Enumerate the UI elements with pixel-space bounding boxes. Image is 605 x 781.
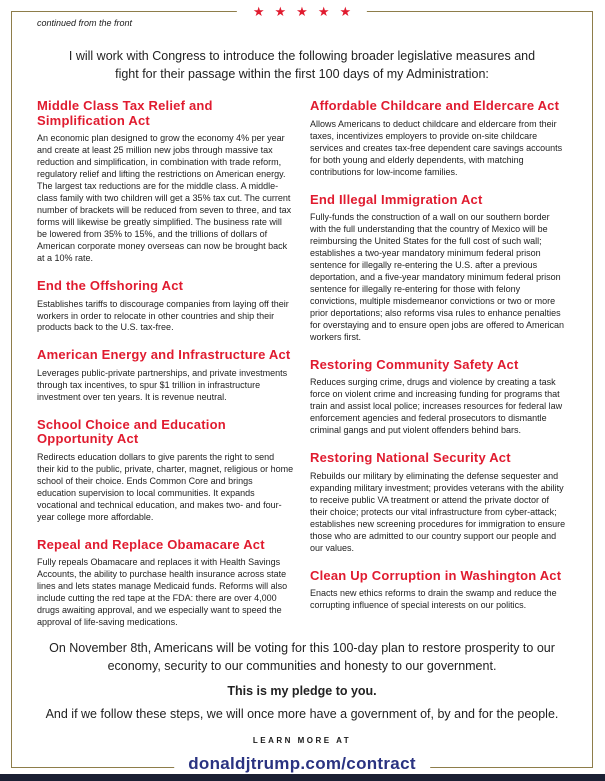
section-body: Redirects education dollars to give parents the right to send their kid to the public, private, charter, magnet, religious or home school of their choice. Ends Common Core and brings education supervision to local communities. It expands vocational and technical education, and makes two- and four-year college more affordable. bbox=[37, 452, 294, 522]
section-title: Restoring Community Safety Act bbox=[310, 356, 519, 372]
section-title: Clean Up Corruption in Washington Act bbox=[310, 567, 562, 583]
intro-text: I will work with Congress to introduce the following broader legislative measures and fight for their passage within the first 100 days of my Administration: bbox=[68, 49, 536, 82]
continued-from-front-label: continued from the front bbox=[37, 18, 133, 28]
stars-divider bbox=[237, 2, 367, 22]
section-end-offshoring bbox=[37, 279, 294, 334]
learn-more-label: LEARN MORE AT bbox=[252, 736, 352, 745]
section-title: School Choice and Education Opportunity Act bbox=[37, 416, 226, 447]
section-middle-class-tax-relief bbox=[37, 99, 294, 265]
pledge-text: This is my pledge to you. bbox=[227, 684, 377, 698]
section-body: Reduces surging crime, drugs and violence by creating a task force on violent crime and increasing funding for programs that train and assist local police; increases resources for federal law enforcement agencies and federal prosecutors to dismantle criminal gangs and put violent offenders behind bars. bbox=[310, 377, 563, 436]
star-icon: ★ bbox=[317, 4, 330, 19]
contract-url-link[interactable]: donaldjtrump.com/contract bbox=[188, 754, 416, 773]
section-title: Repeal and Replace Obamacare Act bbox=[37, 536, 265, 552]
section-national-security bbox=[310, 451, 567, 554]
section-body: Establishes tariffs to discourage companies from laying off their workers in order to relocate in other countries and ship their products back to the U.S. tax-free. bbox=[37, 298, 289, 333]
section-end-illegal-immigration bbox=[310, 193, 567, 344]
section-community-safety bbox=[310, 358, 567, 437]
star-icon: ★ bbox=[274, 4, 287, 19]
section-school-choice bbox=[37, 418, 294, 524]
section-title: End Illegal Immigration Act bbox=[310, 191, 483, 207]
page-border-frame bbox=[11, 4, 593, 773]
section-childcare-eldercare bbox=[310, 99, 567, 178]
section-energy-infrastructure bbox=[37, 348, 294, 403]
closing-text: On November 8th, Americans will be voting for this 100-day plan to restore prosperity to our economy, security to our communities and honesty to our government. bbox=[49, 640, 555, 673]
section-repeal-obamacare bbox=[37, 538, 294, 629]
section-title: End the Offshoring Act bbox=[37, 278, 184, 293]
follow-text: And if we follow these steps, we will once more have a government of, by and for the people. bbox=[45, 707, 559, 721]
section-body: Enacts new ethics reforms to drain the swamp and reduce the corrupting influence of special interests on our politics. bbox=[310, 588, 557, 611]
section-body: An economic plan designed to grow the economy 4% per year and create at least 25 million new jobs through massive tax reduction and simplification, in combination with trade reform, regulatory relief and lifting the restrictions on American energy. The largest tax reductions are for the middle class. A middle-class family with two children will get a 35% tax cut. The current number of brackets will be reduced from seven to three, and tax forms will likewise be greatly simplified. The business rate will be lowered from 35% to 15%, and the trillions of dollars of American corporate money overseas can now be brought back at a 10% rate. bbox=[37, 133, 292, 264]
section-body: Rebuilds our military by eliminating the defense sequester and expanding military investment; provides veterans with the ability to receive public VA treatment or attend the private doctor of their choice; protects our vital infrastructure from cyber-attack; establishes new screening procedures for immigration to ensure those who are admitted to our country support our people and our values. bbox=[310, 470, 566, 553]
right-column bbox=[310, 99, 567, 643]
left-column bbox=[37, 99, 294, 643]
bottom-edge-bar bbox=[0, 774, 605, 781]
section-title: Restoring National Security Act bbox=[310, 450, 511, 466]
star-icon: ★ bbox=[296, 4, 308, 19]
section-body: Allows Americans to deduct childcare and eldercare from their taxes, incentivizes employers to provide on-site childcare services and creates tax-free dependent care savings accounts for both young and elderly dependents, with matching contributions for low-income families. bbox=[310, 118, 563, 177]
section-body: Fully-funds the construction of a wall on our southern border with the full understanding that the country of Mexico will be reimbursing the United States for the full cost of such wall; establishes a two-year mandatory minimum federal prison sentence for illegally re-entering the U.S. after a previous deportation, and a five-year mandatory minimum federal prison sentence for illegally re-entering for those with felony convictions, multiple misdemeanor convictions or two or more prior deportations; also reforms visa rules to enhance penalties for overstaying and to ensure open jobs are offered to American workers first. bbox=[310, 212, 564, 342]
section-clean-up-corruption bbox=[310, 569, 567, 612]
section-title: Middle Class Tax Relief and Simplification Act bbox=[37, 98, 213, 128]
footer bbox=[38, 639, 566, 753]
contract-url-row bbox=[174, 755, 430, 773]
section-title: Affordable Childcare and Eldercare Act bbox=[310, 98, 560, 114]
section-title: American Energy and Infrastructure Act bbox=[37, 347, 291, 363]
star-icon: ★ bbox=[252, 4, 265, 19]
section-body: Leverages public-private partnerships, and private investments through tax incentives, to spur $1 trillion in infrastructure investment over ten years. It is revenue neutral. bbox=[37, 368, 288, 402]
section-body: Fully repeals Obamacare and replaces it with Health Savings Accounts, the ability to purchase health insurance across state lines and lets states manage Medicaid funds. Reforms will also include cutting the red tape at the FDA: there are over 4,000 drugs awaiting approval, and we especially want to speed the approval of life-saving medications. bbox=[37, 557, 288, 628]
two-column-layout bbox=[37, 99, 567, 643]
star-icon: ★ bbox=[339, 4, 352, 19]
